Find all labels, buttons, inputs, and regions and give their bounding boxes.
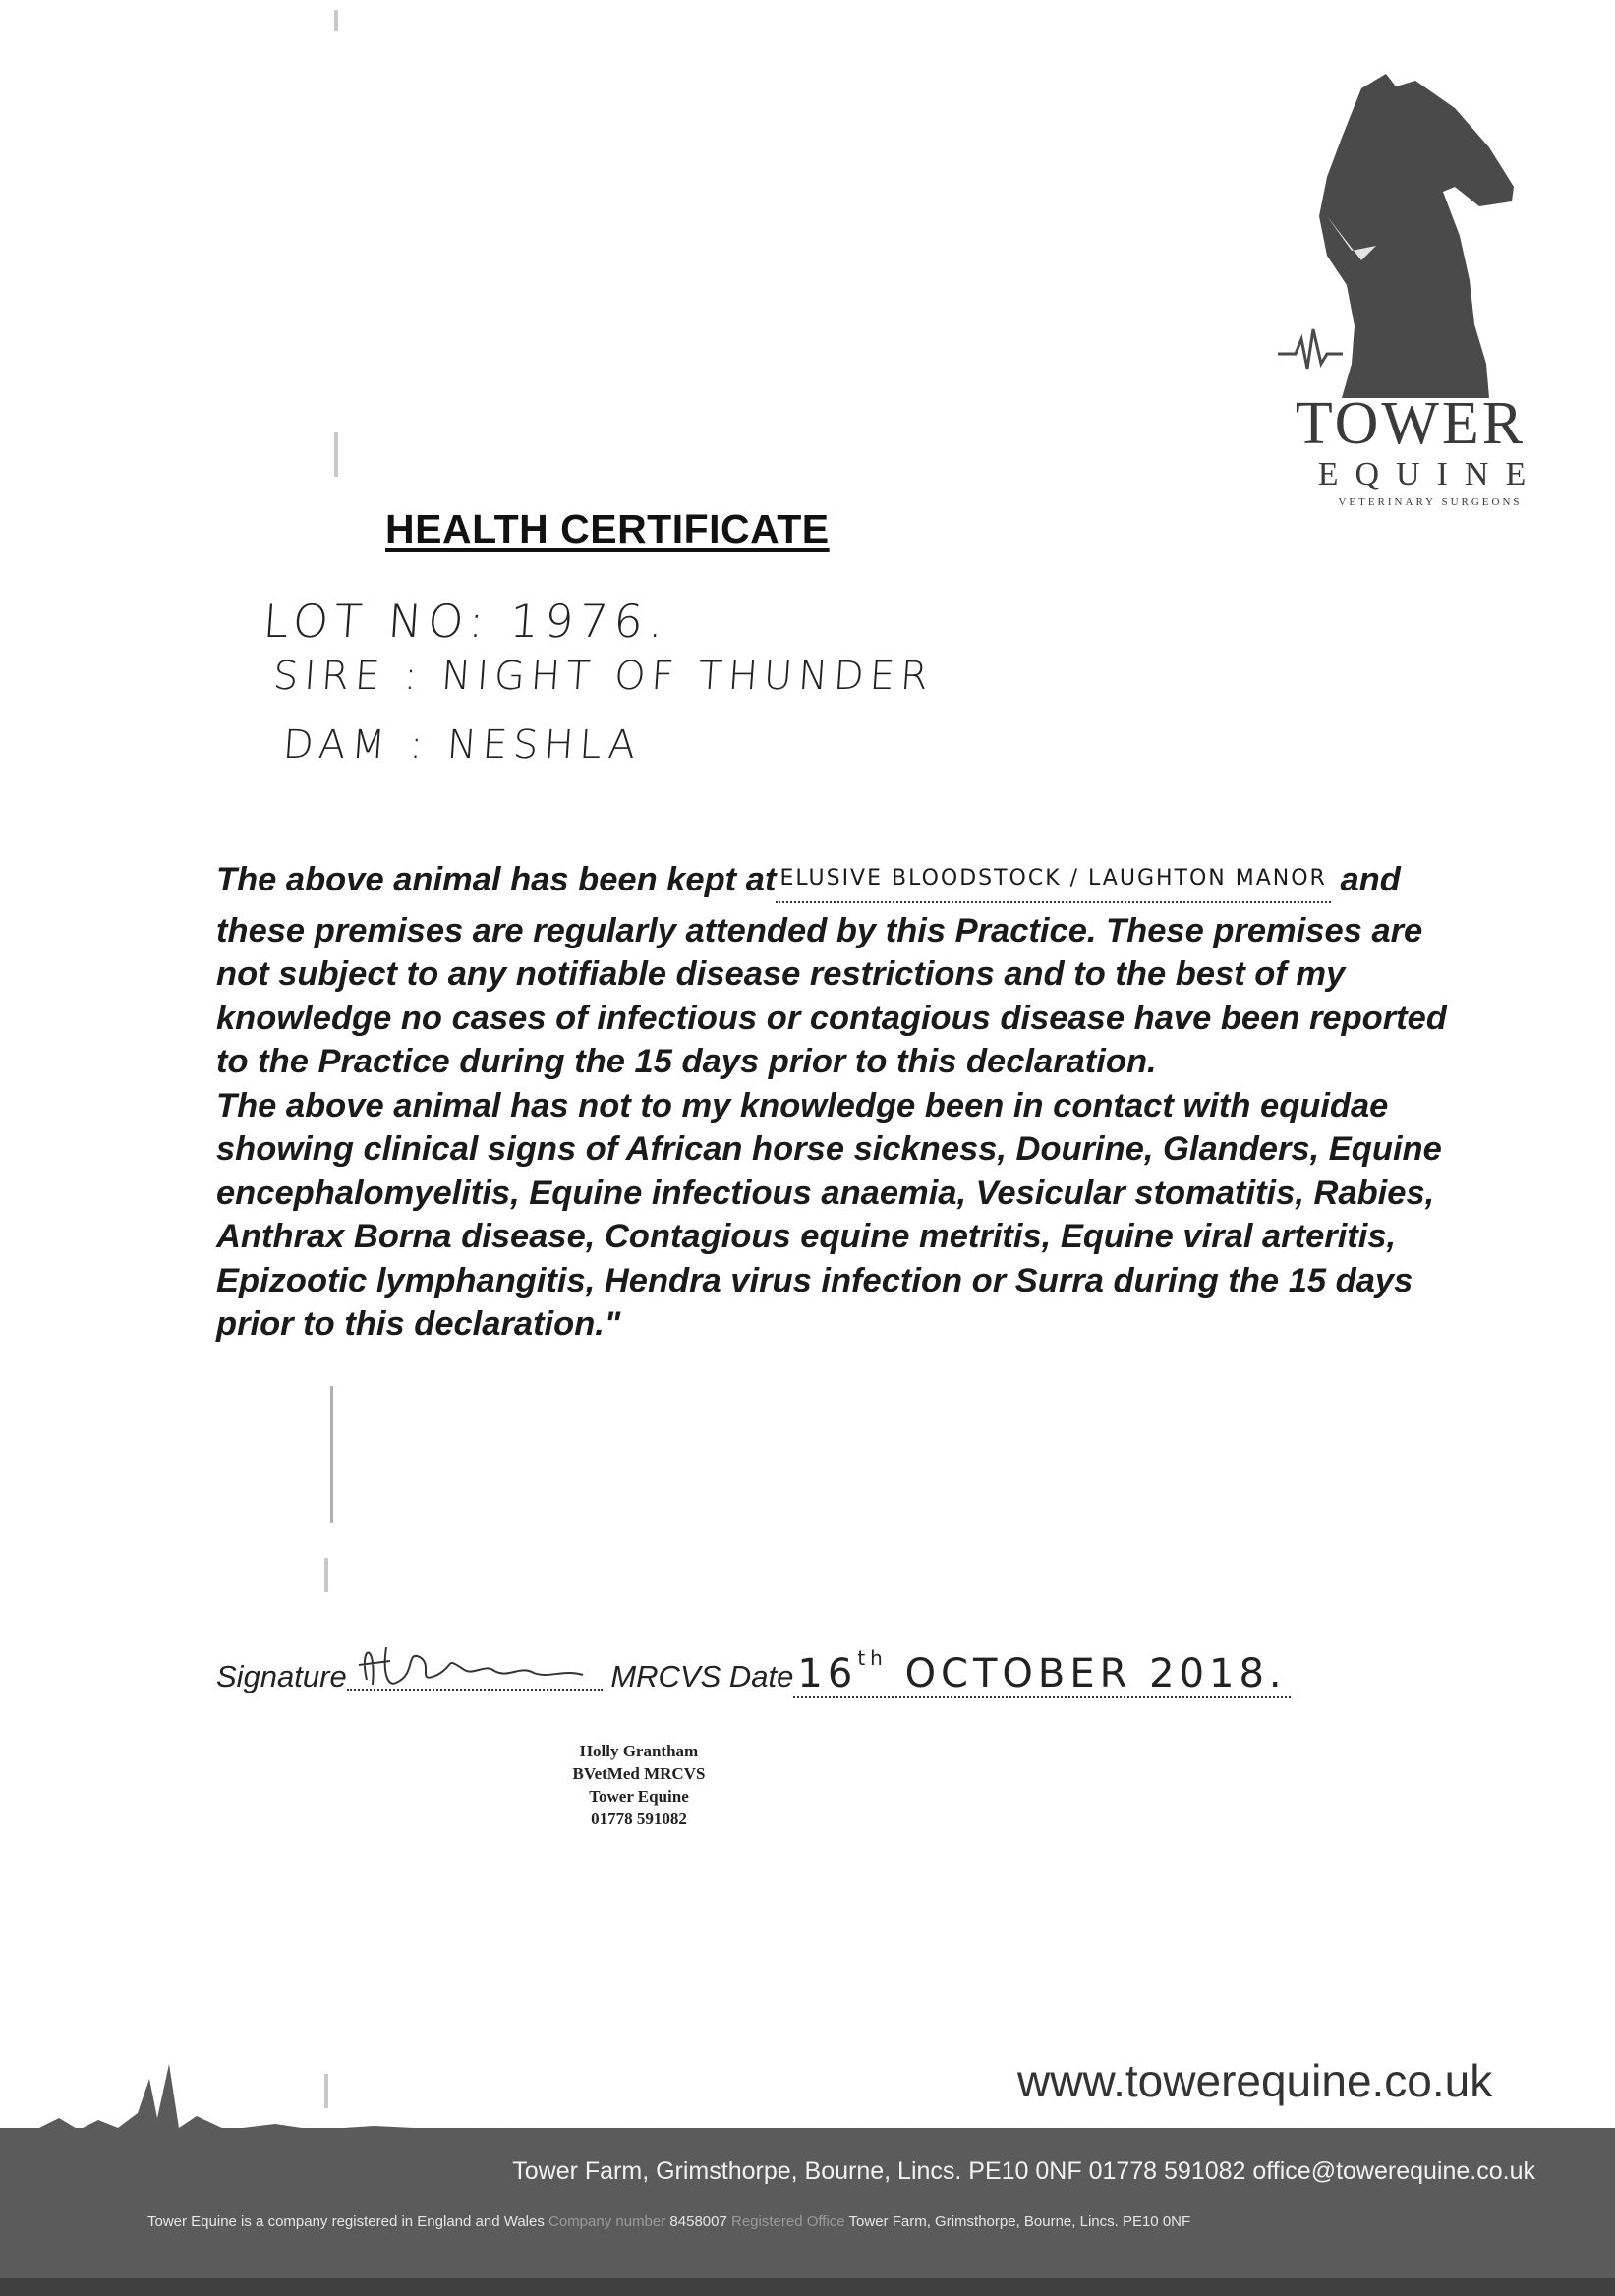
date-label: Date	[728, 1659, 794, 1693]
declaration-paragraph-2: The above animal has not to my knowledge been in contact with equidae showing clinical signs of African horse sickness, Dourine, Glanders, Equine encephalomyelitis, Equine infectious anaemia, Vesicular stomatitis, Rabies, Anthrax Borna disease, Contagious equine metritis, Equine viral arteritis, Epizootic lymphangitis, Hendra virus infection or Surra during the 15 days prior to this declaration."	[216, 1086, 1442, 1343]
footer-registration	[147, 2213, 1533, 2230]
declaration-paragraph-1	[216, 858, 1484, 1084]
logo-sub: EQUINE	[1317, 456, 1543, 492]
scan-mark	[324, 1558, 328, 1592]
declaration-text	[216, 858, 1484, 1347]
scan-mark	[334, 432, 338, 477]
scan-mark	[334, 10, 338, 31]
logo-tagline: VETERINARY SURGEONS	[1338, 496, 1523, 508]
declaration-intro: The above animal has been kept at	[216, 861, 777, 898]
sire-name: SIRE : NIGHT OF THUNDER	[271, 654, 936, 699]
stamp-qualifications: BVetMed MRCVS	[572, 1764, 706, 1783]
signature-line	[216, 1646, 1291, 1698]
footer-band	[0, 2128, 1615, 2296]
stamp-name: Holly Grantham	[579, 1742, 699, 1760]
date-rest: OCTOBER 2018.	[904, 1651, 1287, 1696]
date-day: 16	[797, 1651, 858, 1696]
stamp-practice: Tower Equine	[589, 1787, 689, 1806]
reg-company-number: 8458007	[669, 2213, 727, 2230]
vet-stamp	[521, 1740, 757, 1830]
reg-office-address: Tower Farm, Grimsthorpe, Bourne, Lincs. PE10 0NF	[848, 2213, 1191, 2230]
declaration-intro-rest: and these premises are regularly attended by this Practice. These premises are not subject to any notifiable disease restrictions and to the best of my knowledge no cases of infectious or contagious disease have been reported to the Practice during the 15 days prior to this declaration.	[216, 861, 1447, 1080]
scan-mark	[330, 1386, 333, 1523]
mrcvs-label: MRCVS	[610, 1659, 721, 1693]
footer-edge	[0, 2278, 1615, 2296]
heartbeat-skyline-icon	[0, 2059, 1615, 2148]
logo-name: TOWER	[1295, 390, 1527, 457]
lot-number: LOT NO: 1976.	[261, 595, 671, 648]
logo-wordmark	[1278, 391, 1543, 511]
signature-field	[347, 1655, 603, 1691]
website-link[interactable]: www.towerequine.co.uk	[1017, 2055, 1493, 2106]
reg-office-label: Registered Office	[731, 2213, 845, 2230]
date-suffix: th	[857, 1646, 888, 1670]
stamp-phone: 01778 591082	[591, 1809, 687, 1828]
handwritten-signature	[347, 1636, 603, 1694]
reg-company-label: Company number	[548, 2213, 666, 2230]
signature-label: Signature	[216, 1659, 347, 1693]
dam-name: DAM : NESHLA	[281, 722, 643, 768]
footer-address: Tower Farm, Grimsthorpe, Bourne, Lincs. PE10 0NF 01778 591082 office@towerequine.co.uk	[512, 2157, 1535, 2185]
reg-statement: Tower Equine is a company registered in England and Wales	[147, 2213, 545, 2230]
page-title: HEALTH CERTIFICATE	[385, 506, 830, 551]
date-field	[793, 1646, 1290, 1698]
premises-fill: ELUSIVE BLOODSTOCK / LAUGHTON MANOR	[776, 857, 1330, 903]
